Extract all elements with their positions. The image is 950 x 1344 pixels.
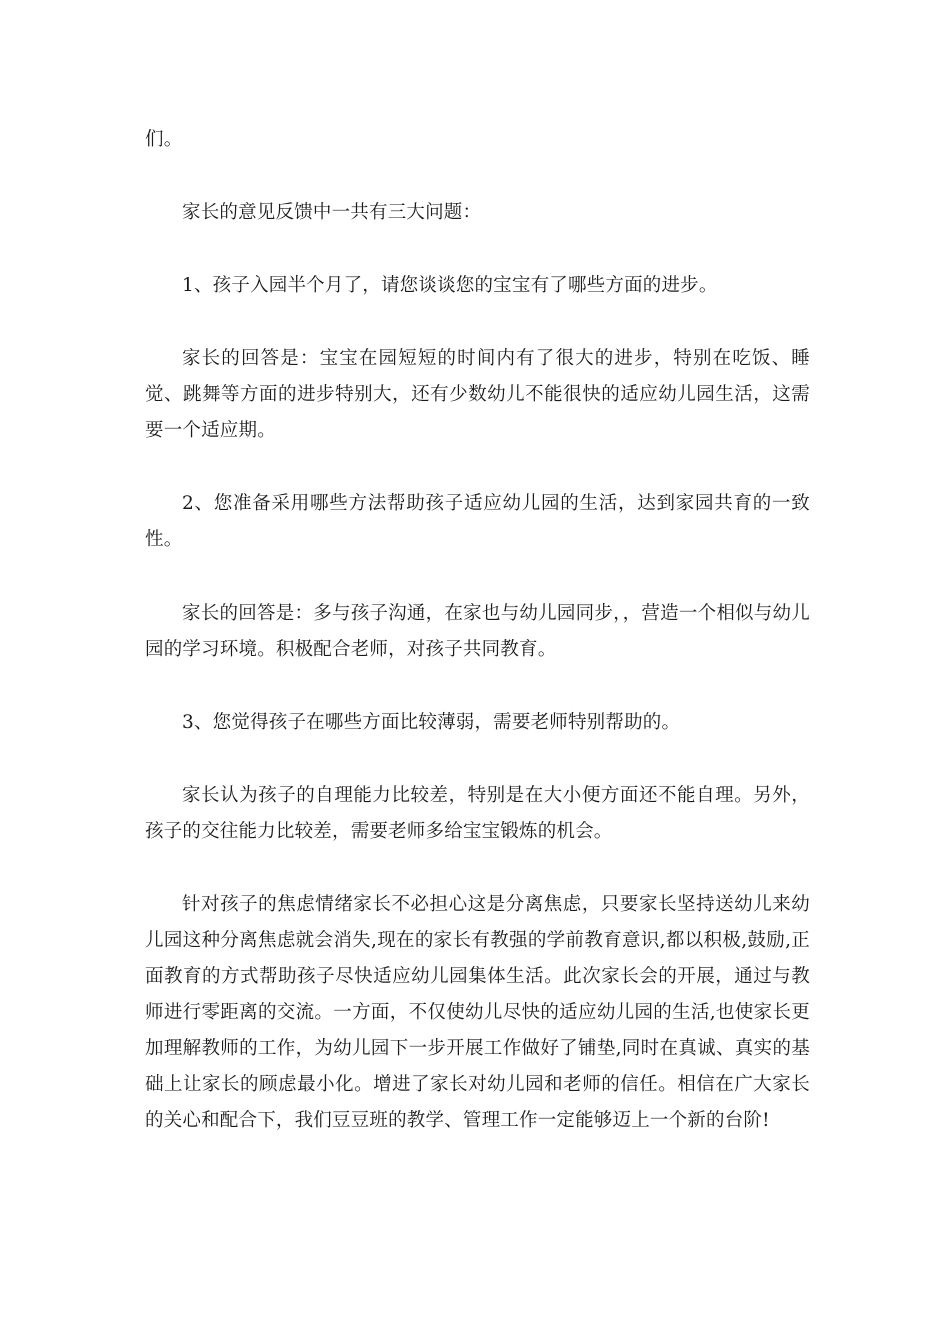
paragraph-conclusion: 针对孩子的焦虑情绪家长不必担心这是分离焦虑，只要家长坚持送幼儿来幼儿园这种分离焦虑就会消失,现在的家长有教强的学前教育意识,都以积极,鼓励,正面教育的方式帮助孩子尽快适应幼儿园集体生活。此次家长会的开展，通过与教师进行零距离的交流。一方面，不仅使幼儿尽快的适应幼儿园的生活,也使家长更加理解教师的工作，为幼儿园下一步开展工作做好了铺垫,同时在真诚、真实的基础上让家长的顾虑最小化。增进了家长对幼儿园和老师的信任。相信在广大家长的关心和配合下，我们豆豆班的教学、管理工作一定能够迈上一个新的台阶! xyxy=(145,894,810,1131)
answer-3: 家长认为孩子的自理能力比较差，特别是在大小便方面还不能自理。另外，孩子的交往能力比较差，需要老师多给宝宝锻炼的机会。 xyxy=(145,785,810,842)
paragraph-continuation: 们。 xyxy=(145,129,183,150)
question-3: 3、您觉得孩子在哪些方面比较薄弱，需要老师特别帮助的。 xyxy=(182,712,681,733)
question-2: 2、您准备采用哪些方法帮助孩子适应幼儿园的生活，达到家园共育的一致性。 xyxy=(145,493,810,550)
answer-1: 家长的回答是：宝宝在园短短的时间内有了很大的进步，特别在吃饭、睡觉、跳舞等方面的进步特别大，还有少数幼儿不能很快的适应幼儿园生活，这需要一个适应期。 xyxy=(145,348,810,441)
answer-2: 家长的回答是：多与孩子沟通，在家也与幼儿园同步，，营造一个相似与幼儿园的学习环境。积极配合老师，对孩子共同教育。 xyxy=(145,603,810,660)
question-1: 1、孩子入园半个月了，请您谈谈您的宝宝有了哪些方面的进步。 xyxy=(182,275,718,296)
paragraph-intro: 家长的意见反馈中一共有三大问题： xyxy=(182,202,482,223)
